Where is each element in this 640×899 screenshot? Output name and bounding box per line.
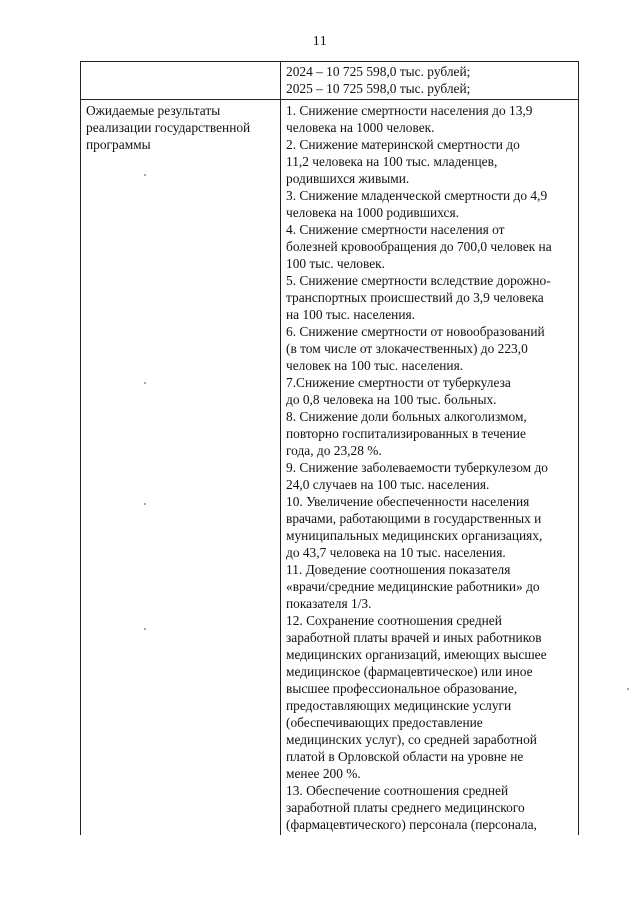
expected-result-line: 2. Снижение материнской смертности до [286, 137, 520, 152]
expected-result-item [286, 782, 574, 833]
expected-result-line: 6. Снижение смертности от новообразований [286, 324, 545, 339]
expected-result-line: 1. Снижение смертности населения до 13,9 [286, 103, 533, 118]
funding-value-cell [281, 62, 579, 100]
expected-result-line: 4. Снижение смертности населения от [286, 222, 505, 237]
scan-speck [144, 174, 146, 176]
expected-result-line: 3. Снижение младенческой смертности до 4,9 [286, 188, 548, 203]
expected-result-line: транспортных происшествий до 3,9 человека [286, 290, 544, 305]
expected-result-line: 5. Снижение смертности вследствие дорожно- [286, 273, 551, 288]
expected-result-line: человека на 1000 родившихся. [286, 205, 459, 220]
expected-result-line: 12. Сохранение соотношения средней [286, 613, 502, 628]
expected-result-line: 9. Снижение заболеваемости туберкулезом до [286, 460, 548, 475]
expected-result-line: медицинских организаций, имеющих высшее [286, 647, 547, 662]
expected-result-item [286, 323, 574, 374]
funding-label-cell [81, 62, 281, 100]
expected-result-line: предоставляющих медицинские услуги [286, 698, 512, 713]
expected-result-item [286, 374, 574, 408]
funding-line-2024: 2024 – 10 725 598,0 тыс. рублей; [286, 64, 471, 79]
expected-result-line: 7.Снижение смертности от туберкулеза [286, 375, 511, 390]
page-number: 11 [312, 34, 328, 49]
expected-result-line: года, до 23,28 %. [286, 443, 382, 458]
label-line: программы [86, 137, 151, 152]
expected-result-item [286, 272, 574, 323]
expected-result-line: менее 200 %. [286, 766, 361, 781]
expected-result-line: «врачи/средние медицинские работники» до [286, 579, 540, 594]
scan-speck [144, 503, 146, 505]
expected-result-line: (фармацевтического) персонала (персонала, [286, 817, 537, 832]
expected-results-row [81, 100, 579, 836]
expected-result-item [286, 408, 574, 459]
expected-result-line: заработной платы врачей и иных работников [286, 630, 542, 645]
expected-result-line: заработной платы среднего медицинского [286, 800, 525, 815]
expected-result-item [286, 221, 574, 272]
expected-results-list-cell [281, 100, 579, 836]
label-line: Ожидаемые результаты [86, 103, 221, 118]
expected-result-line: (в том числе от злокачественных) до 223,0 [286, 341, 528, 356]
expected-result-line: платой в Орловской области на уровне не [286, 749, 524, 764]
expected-result-line: на 100 тыс. населения. [286, 307, 416, 322]
expected-result-line: болезней кровообращения до 700,0 человек на [286, 239, 552, 254]
expected-result-item [286, 493, 574, 561]
expected-results-label-cell [81, 100, 281, 836]
label-line: реализации государственной [86, 120, 251, 135]
scan-speck [144, 382, 146, 384]
expected-result-line: человек на 100 тыс. населения. [286, 358, 464, 373]
expected-result-line: до 43,7 человека на 10 тыс. населения. [286, 545, 506, 560]
expected-result-line: показателя 1/3. [286, 596, 372, 611]
expected-result-line: высшее профессиональное образование, [286, 681, 518, 696]
expected-result-line: родившихся живыми. [286, 171, 410, 186]
expected-result-line: муниципальных медицинских организациях, [286, 528, 543, 543]
expected-result-line: медицинское (фармацевтическое) или иное [286, 664, 533, 679]
expected-result-item [286, 136, 574, 187]
expected-result-item [286, 102, 574, 136]
funding-row [81, 62, 579, 100]
expected-result-line: 13. Обеспечение соотношения средней [286, 783, 509, 798]
expected-result-line: медицинских услуг), со средней заработной [286, 732, 537, 747]
expected-result-line: 100 тыс. человек. [286, 256, 386, 271]
expected-result-line: 24,0 случаев на 100 тыс. населения. [286, 477, 490, 492]
expected-result-line: человека на 1000 человек. [286, 120, 435, 135]
scan-speck [627, 688, 629, 690]
expected-result-line: (обеспечивающих предоставление [286, 715, 483, 730]
expected-result-line: 8. Снижение доли больных алкоголизмом, [286, 409, 527, 424]
scan-speck [144, 628, 146, 630]
expected-result-line: до 0,8 человека на 100 тыс. больных. [286, 392, 497, 407]
expected-result-line: 11,2 человека на 100 тыс. младенцев, [286, 154, 498, 169]
expected-result-item [286, 561, 574, 612]
program-passport-table [80, 61, 579, 835]
expected-result-item [286, 187, 574, 221]
expected-result-line: 10. Увеличение обеспеченности населения [286, 494, 530, 509]
expected-result-item [286, 459, 574, 493]
expected-result-line: 11. Доведение соотношения показателя [286, 562, 511, 577]
funding-line-2025: 2025 – 10 725 598,0 тыс. рублей; [286, 81, 471, 96]
expected-result-line: врачами, работающими в государственных и [286, 511, 542, 526]
expected-result-line: повторно госпитализированных в течение [286, 426, 526, 441]
expected-result-item [286, 612, 574, 782]
